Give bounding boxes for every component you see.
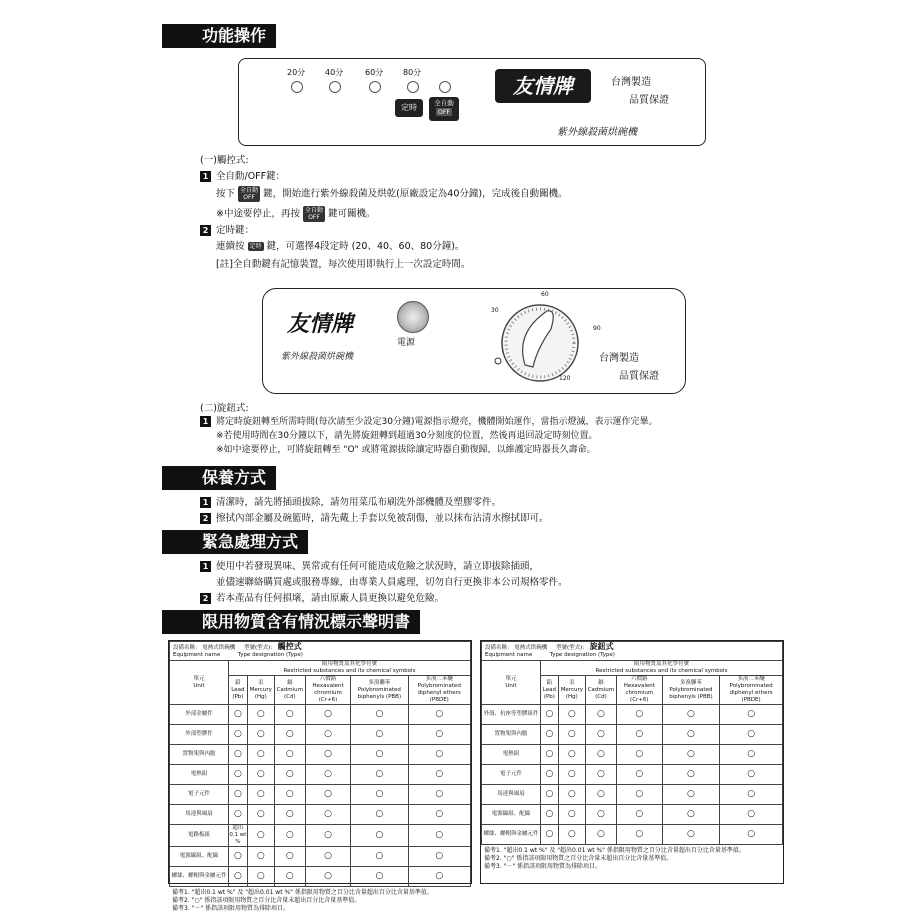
cell-value: ○ bbox=[408, 785, 470, 805]
cell-value: ○ bbox=[617, 825, 663, 845]
cell-value: ○ bbox=[408, 765, 470, 785]
cell-value: ○ bbox=[541, 705, 559, 725]
timer-indicator-40 bbox=[329, 81, 341, 93]
timer-indicator-60 bbox=[369, 81, 381, 93]
cell-value: ○ bbox=[720, 725, 783, 745]
table-row bbox=[482, 705, 783, 725]
dial-off-mark bbox=[495, 358, 501, 364]
cell-value: ○ bbox=[305, 725, 350, 745]
rotary-line-1: 1 將定時旋鈕轉至所需時間(每次請至少設定30分鐘)電源指示燈亮，機體開始運作，當指示燈滅，表示運作完畢。 bbox=[200, 416, 657, 429]
cell-value: ○ bbox=[585, 705, 616, 725]
cell-value: ○ bbox=[585, 725, 616, 745]
cell-value: ○ bbox=[662, 725, 720, 745]
cell-value: ○ bbox=[305, 765, 350, 785]
cell-value: ○ bbox=[229, 745, 248, 765]
cell-value: ○ bbox=[351, 805, 408, 825]
table-touch-unit-header: 單元 Unit bbox=[170, 661, 229, 705]
table-note: 備考3. "－" 係指該項限用物質為排除項目。 bbox=[172, 905, 290, 912]
cell-value: ○ bbox=[351, 867, 408, 887]
cell-value: ○ bbox=[351, 705, 408, 725]
dial-label-30: 30 bbox=[491, 307, 499, 314]
cell-value: ○ bbox=[617, 805, 663, 825]
row-label: 置物架與內膽 bbox=[170, 745, 229, 765]
cell-value: ○ bbox=[558, 705, 585, 725]
cell-value: ○ bbox=[558, 825, 585, 845]
cell-value: ○ bbox=[247, 725, 274, 745]
rotary-control-panel bbox=[262, 288, 686, 394]
cell-value: ○ bbox=[617, 725, 663, 745]
dial-label-120: 120 bbox=[559, 375, 571, 382]
table_right-col-header-4: 多溴聯苯 Polybrominated biphenyls (PBB) bbox=[662, 676, 720, 705]
auto-indicator bbox=[439, 81, 451, 93]
cell-value: ○ bbox=[229, 805, 248, 825]
cell-value: ○ bbox=[558, 725, 585, 745]
cell-value: ○ bbox=[247, 765, 274, 785]
cell-value: ○ bbox=[351, 825, 408, 847]
restricted-table-rotary-grid bbox=[481, 641, 783, 845]
manual-page bbox=[162, 0, 800, 912]
section-title-restricted: 限用物質含有情況標示聲明書 bbox=[162, 610, 420, 634]
row-label: 電路板組 bbox=[170, 825, 229, 847]
rotary-heading: (二)旋鈕式: bbox=[200, 403, 249, 414]
cell-value: ○ bbox=[247, 745, 274, 765]
cell-value: ○ bbox=[662, 805, 720, 825]
cell-value: ○ bbox=[351, 847, 408, 867]
table-row bbox=[170, 725, 471, 745]
timer-label-40: 40分 bbox=[325, 68, 344, 77]
row-label: 電熱組 bbox=[170, 765, 229, 785]
care-item-1: 1 清潔時，請先將插頭拔除，請勿用菜瓜布刷洗外部機體及塑膠零件。 bbox=[200, 496, 501, 509]
table_right-col-header-3: 六價鉻 Hexavalent chromium (Cr+6) bbox=[617, 676, 663, 705]
cell-value: ○ bbox=[408, 745, 470, 765]
cell-value: ○ bbox=[274, 705, 305, 725]
table-note: 備考2. "○" 係指該項限用物質之百分比含量未超出百分比含量基準值。 bbox=[172, 897, 361, 904]
table_left-col-header-3: 六價鉻 Hexavalent chromium (Cr+6) bbox=[305, 676, 350, 705]
table-touch-notes bbox=[169, 887, 471, 915]
panel2-brand-logo: 友情牌 bbox=[287, 311, 354, 337]
timer-label-60: 60分 bbox=[365, 68, 384, 77]
table-rotary-header: 設備名稱： 電熱式烘碗機 型號(型式)： 旋鈕式 Equipment name Type designation (Type) bbox=[482, 642, 783, 661]
timer-chip: 定時 bbox=[249, 243, 262, 250]
rotary-line-2: ※若使用時間在30分鐘以下，請先將旋鈕轉到超過30分刻度的位置，然後再退回設定時刻位置。 bbox=[216, 431, 598, 441]
cell-value: ○ bbox=[274, 765, 305, 785]
restricted-table-touch-grid bbox=[169, 641, 471, 887]
row-label: 電源線組、配線 bbox=[482, 805, 541, 825]
table-row bbox=[170, 805, 471, 825]
cell-value: ○ bbox=[585, 785, 616, 805]
cell-value: ○ bbox=[585, 745, 616, 765]
row-label: 外部金屬件 bbox=[170, 705, 229, 725]
emergency-item-2: 2 若本產品有任何損壞，請由原廠人員更換以避免危險。 bbox=[200, 592, 444, 605]
timer-indicator-20 bbox=[291, 81, 303, 93]
cell-value: ○ bbox=[274, 745, 305, 765]
restricted-table-touch bbox=[168, 640, 472, 912]
cell-value: ○ bbox=[720, 785, 783, 805]
cell-value: ○ bbox=[558, 805, 585, 825]
touch-item-2-line-1: 連續按 定時 鍵，可選擇4段定時 (20、40、60、80分鐘)。 bbox=[216, 241, 465, 252]
cell-value: ○ bbox=[274, 785, 305, 805]
cell-value: ○ bbox=[229, 785, 248, 805]
cell-value: ○ bbox=[305, 785, 350, 805]
table-note: 備考2. "○" 係指該項限用物質之百分比含量未超出百分比含量基準值。 bbox=[484, 855, 673, 862]
cell-value: ○ bbox=[351, 785, 408, 805]
cell-value: ○ bbox=[408, 805, 470, 825]
row-label: 外殼、抗座等塑膠組件 bbox=[482, 705, 541, 725]
panel2-made-in: 台灣製造 bbox=[599, 353, 639, 364]
table-row bbox=[482, 805, 783, 825]
cell-value: ○ bbox=[541, 785, 559, 805]
cell-value: ○ bbox=[247, 825, 274, 847]
row-label: 馬達與風扇 bbox=[170, 805, 229, 825]
row-label: 螺絲、螺帽與金屬元件 bbox=[170, 867, 229, 887]
table-row bbox=[170, 825, 471, 847]
table-note: 備考1. "超出0.1 wt %" 及 "超出0.01 wt %" 係指限用物質之百分比含量超出百分比含量基準值。 bbox=[484, 847, 745, 854]
cell-value: ○ bbox=[541, 765, 559, 785]
cell-value: ○ bbox=[247, 867, 274, 887]
cell-value: ○ bbox=[720, 805, 783, 825]
touch-item-1-line-1: 按下 全自動 OFF 鍵，開始進行紫外線殺菌及烘乾(原廠設定為40分鐘)，完成後自動關機。 bbox=[216, 187, 568, 201]
cell-value: ○ bbox=[229, 705, 248, 725]
table-row bbox=[170, 847, 471, 867]
rotary-line-3: ※如中途要停止，可將旋鈕轉至 "O" 或將電源拔除讓定時器自動復歸，以維護定時器長久壽命。 bbox=[216, 445, 596, 455]
table-rotary-unit-header: 單元 Unit bbox=[482, 661, 541, 705]
cell-value: ○ bbox=[274, 847, 305, 867]
table_left-col-header-1: 汞Mercury (Hg) bbox=[247, 676, 274, 705]
cell-value: ○ bbox=[351, 765, 408, 785]
table_left-col-header-4: 多溴聯苯 Polybrominated biphenyls (PBB) bbox=[351, 676, 408, 705]
cell-value: ○ bbox=[305, 805, 350, 825]
panel2-product-name: 紫外線殺菌烘碗機 bbox=[281, 352, 354, 362]
cell-value: ○ bbox=[351, 725, 408, 745]
made-in-taiwan: 台灣製造 bbox=[611, 77, 651, 88]
table-row bbox=[170, 745, 471, 765]
row-label: 置物架與內膽 bbox=[482, 725, 541, 745]
emergency-item-1b: 並儘速聯絡購買處或服務專線，由專業人員處理，切勿自行更換非本公司規格零件。 bbox=[216, 577, 568, 588]
auto-off-chip: 全自動 OFF bbox=[240, 187, 259, 201]
emergency-item-1a: 1 使用中若發現異味、異常或有任何可能造成危險之狀況時，請立即拔除插頭， bbox=[200, 560, 539, 573]
product-name: 紫外線殺菌烘碗機 bbox=[557, 127, 637, 138]
table-row bbox=[170, 867, 471, 887]
touch-item-1-title: 1 全自動/OFF鍵： bbox=[200, 170, 285, 183]
touch-control-panel bbox=[238, 58, 706, 146]
cell-value: ○ bbox=[274, 867, 305, 887]
table_right-col-header-2: 鎘Cadmium (Cd) bbox=[585, 676, 616, 705]
touch-item-1-line-2: ※中途要停止，再按 全自動 OFF 鍵可關機。 bbox=[216, 207, 376, 221]
cell-value: ○ bbox=[247, 785, 274, 805]
auto-off-button[interactable] bbox=[429, 97, 459, 121]
cell-value: ○ bbox=[229, 867, 248, 887]
row-label: 馬達與風扇 bbox=[482, 785, 541, 805]
cell-value: ○ bbox=[662, 825, 720, 845]
row-label: 電源線組、配線 bbox=[170, 847, 229, 867]
table-note: 備考1. "超出0.1 wt %" 及 "超出0.01 wt %" 係指限用物質之百分比含量超出百分比含量基準值。 bbox=[172, 889, 433, 896]
cell-value: ○ bbox=[617, 765, 663, 785]
cell-value: ○ bbox=[247, 705, 274, 725]
table-row bbox=[482, 725, 783, 745]
cell-value: 超出 0.1 wt % bbox=[229, 825, 247, 845]
panel2-quality: 品質保證 bbox=[619, 371, 659, 382]
quality-guarantee: 品質保證 bbox=[629, 95, 669, 106]
table_left-col-header-5: 多溴二苯醚 Polybrominated diphenyl ethers (PBDE) bbox=[408, 676, 470, 705]
cell-value: ○ bbox=[408, 867, 470, 887]
cell-value: ○ bbox=[617, 745, 663, 765]
cell-value: ○ bbox=[229, 765, 248, 785]
table-row bbox=[482, 745, 783, 765]
cell-value: ○ bbox=[541, 725, 559, 745]
touch-heading: (一)觸控式: bbox=[200, 155, 249, 166]
cell-value: ○ bbox=[720, 765, 783, 785]
cell-value: ○ bbox=[541, 825, 559, 845]
table-row bbox=[482, 825, 783, 845]
cell-value: ○ bbox=[617, 705, 663, 725]
section-title-function: 功能操作 bbox=[162, 24, 276, 48]
table_left-col-header-2: 鎘Cadmium (Cd) bbox=[274, 676, 305, 705]
table_right-col-header-0: 鉛Lead (Pb) bbox=[541, 676, 559, 705]
cell-value: ○ bbox=[408, 705, 470, 725]
cell-value: ○ bbox=[351, 745, 408, 765]
section-title-care: 保養方式 bbox=[162, 466, 276, 490]
table-row bbox=[482, 785, 783, 805]
timer-button[interactable]: 定時 bbox=[395, 99, 423, 117]
touch-item-2-line-2: [註]全自動鍵有記憶裝置，每次使用即執行上一次設定時間。 bbox=[216, 259, 471, 270]
row-label: 螺絲、螺帽與金屬元件 bbox=[482, 825, 541, 845]
cell-value: ○ bbox=[229, 847, 248, 867]
cell-value: ○ bbox=[408, 725, 470, 745]
table-row bbox=[170, 785, 471, 805]
cell-value: ○ bbox=[305, 847, 350, 867]
cell-value: ○ bbox=[662, 765, 720, 785]
power-label: 電源 bbox=[397, 338, 416, 348]
table-row bbox=[170, 705, 471, 725]
cell-value: ○ bbox=[541, 745, 559, 765]
table_right-col-header-5: 多溴二苯醚 Polybrominated diphenyl ethers (PBDE) bbox=[720, 676, 783, 705]
cell-value: ○ bbox=[541, 805, 559, 825]
touch-item-2-title: 2 定時鍵： bbox=[200, 224, 254, 237]
section-title-emergency: 緊急處理方式 bbox=[162, 530, 308, 554]
row-label: 電子元件 bbox=[170, 785, 229, 805]
table-rotary-notes bbox=[481, 845, 783, 873]
table-rotary-substances-header: 限用物質及其化學符號 Restricted substances and its chemical symbols bbox=[541, 661, 783, 676]
cell-value: ○ bbox=[274, 725, 305, 745]
table-row bbox=[170, 765, 471, 785]
cell-value: ○ bbox=[558, 745, 585, 765]
table-row bbox=[482, 765, 783, 785]
cell-value: ○ bbox=[229, 725, 248, 745]
off-label: OFF bbox=[437, 108, 451, 116]
row-label: 外部塑膠件 bbox=[170, 725, 229, 745]
cell-value: ○ bbox=[662, 705, 720, 725]
auto-button-label: 全自動 bbox=[434, 99, 454, 107]
brand-logo-box bbox=[495, 69, 591, 103]
timer-label-80: 80分 bbox=[403, 68, 422, 77]
cell-value: ○ bbox=[720, 705, 783, 725]
cell-value: ○ bbox=[720, 745, 783, 765]
cell-value: ○ bbox=[558, 785, 585, 805]
table-touch-header: 設備名稱： 電熱式烘碗機 型號(型式)： 觸控式 Equipment name Type designation (Type) bbox=[170, 642, 471, 661]
dial-label-60: 60 bbox=[541, 291, 549, 298]
cell-value: ○ bbox=[662, 745, 720, 765]
cell-value: ○ bbox=[558, 765, 585, 785]
power-indicator-lamp bbox=[397, 301, 429, 333]
dial-label-90: 90 bbox=[593, 325, 601, 332]
cell-value: ○ bbox=[585, 805, 616, 825]
cell-value: ○ bbox=[247, 805, 274, 825]
table-touch-substances-header: 限用物質及其化學符號 Restricted substances and its chemical symbols bbox=[229, 661, 471, 676]
timer-dial[interactable] bbox=[485, 293, 595, 389]
row-label: 電熱組 bbox=[482, 745, 541, 765]
care-item-2: 2 擦拭內部金屬及碗籃時，請先戴上手套以免被刮傷，並以抹布沾清水擦拭即可。 bbox=[200, 512, 549, 525]
table_right-col-header-1: 汞Mercury (Hg) bbox=[558, 676, 585, 705]
cell-value: ○ bbox=[305, 705, 350, 725]
cell-value: ○ bbox=[408, 847, 470, 867]
cell-value: ○ bbox=[408, 825, 470, 847]
cell-value: ○ bbox=[305, 867, 350, 887]
cell-value: ○ bbox=[274, 805, 305, 825]
table-note: 備考3. "－" 係指該項限用物質為排除項目。 bbox=[484, 863, 602, 870]
restricted-table-rotary bbox=[480, 640, 784, 884]
table_left-col-header-0: 鉛Lead (Pb) bbox=[229, 676, 248, 705]
brand-logo: 友情牌 bbox=[513, 74, 573, 98]
cell-value: ○ bbox=[662, 785, 720, 805]
cell-value: ○ bbox=[247, 847, 274, 867]
cell-value: ○ bbox=[585, 825, 616, 845]
cell-value: ○ bbox=[274, 825, 305, 847]
cell-value: ○ bbox=[617, 785, 663, 805]
cell-value: ○ bbox=[305, 825, 350, 847]
cell-value: ○ bbox=[720, 825, 783, 845]
timer-label-20: 20分 bbox=[287, 68, 306, 77]
cell-value: ○ bbox=[305, 745, 350, 765]
row-label: 電子元件 bbox=[482, 765, 541, 785]
timer-indicator-80 bbox=[407, 81, 419, 93]
cell-value: ○ bbox=[585, 765, 616, 785]
auto-off-chip-2: 全自動 OFF bbox=[305, 207, 324, 221]
